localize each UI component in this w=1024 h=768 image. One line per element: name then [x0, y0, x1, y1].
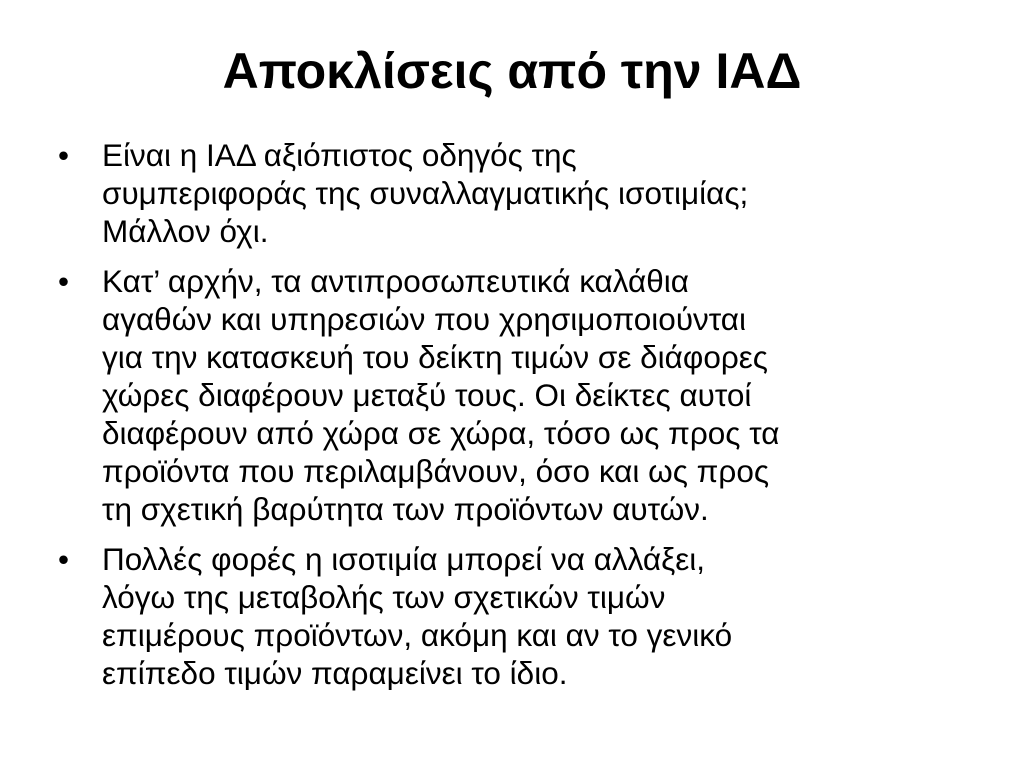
bullet-2-line-6: προϊόντα που περιλαμβάνουν, όσο και ως προς [102, 453, 770, 489]
slide-title: Αποκλίσεις από την ΙΑΔ [222, 43, 802, 99]
bullet-1-line-1: Είναι η ΙΑΔ αξιόπιστος οδηγός της [102, 137, 577, 173]
bullet-item-3 [58, 540, 978, 692]
bullet-2-line-5: διαφέρουν από χώρα σε χώρα, τόσο ως προς τα [102, 415, 780, 451]
bullet-3-line-1: Πολλές φορές η ισοτιμία μπορεί να αλλάξει, [102, 541, 706, 577]
bullet-list [58, 136, 978, 704]
bullet-1-line-2: συμπεριφοράς της συναλλαγματικής ισοτιμίας; [102, 175, 749, 211]
bullet-3-line-3: επιμέρους προϊόντων, ακόμη και αν το γενικό [102, 617, 733, 653]
bullet-1-line-3: Μάλλον όχι. [102, 213, 269, 249]
bullet-2-line-2: αγαθών και υπηρεσιών που χρησιμοποιούνται [102, 301, 747, 337]
bullet-2-line-7: τη σχετική βαρύτητα των προϊόντων αυτών. [102, 491, 709, 527]
bullet-item-2 [58, 262, 978, 528]
bullet-2-line-1: Κατ’ αρχήν, τα αντιπροσωπευτικά καλάθια [102, 263, 689, 299]
bullet-item-1 [58, 136, 978, 250]
bullet-2-line-4: χώρες διαφέρουν μεταξύ τους. Οι δείκτες αυτοί [102, 377, 752, 413]
bullet-icon: • [58, 541, 70, 577]
bullet-icon: • [58, 263, 70, 299]
bullet-3-line-2: λόγω της μεταβολής των σχετικών τιμών [102, 579, 666, 615]
bullet-2-line-3: για την κατασκευή του δείκτη τιμών σε διάφορες [102, 339, 768, 375]
bullet-icon: • [58, 137, 70, 173]
bullet-3-line-4: επίπεδο τιμών παραμείνει το ίδιο. [102, 655, 568, 691]
